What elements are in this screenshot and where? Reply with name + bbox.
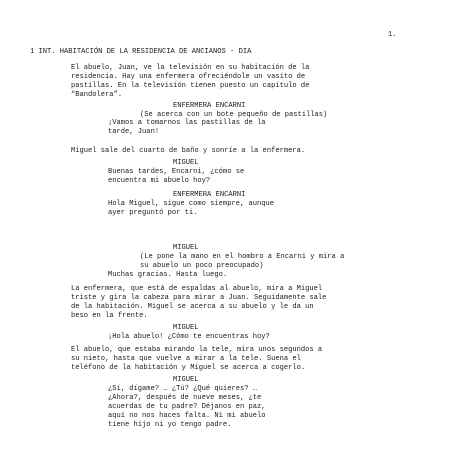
parenthetical: (Se acerca con un bote pequeño de pastillas) <box>140 111 328 119</box>
character-name: MIGUEL <box>173 376 199 384</box>
dialogue-line: ayer preguntó por ti. <box>108 209 198 217</box>
dialogue-line: ¿Sí, dígame? … ¿Tú? ¿Qué quieres? … <box>108 385 257 393</box>
action-line: pastillas. En la televisión tienen puesto un capítulo de <box>71 82 310 90</box>
parenthetical: (Le pone la mano en el hombro a Encarni y mira a <box>140 253 345 261</box>
action-line: El abuelo, que estaba mirando la tele, mira unos segundos a <box>71 346 323 354</box>
character-name: MIGUEL <box>173 324 199 332</box>
dialogue-line: ¡Hola abuelo! ¿Cómo te encuentras hoy? <box>108 333 270 341</box>
parenthetical: su abuelo un poco preocupado) <box>140 262 264 270</box>
scene-heading: 1 INT. HABITACIÓN DE LA RESIDENCIA DE ANCIANOS - DIA <box>30 48 252 56</box>
dialogue-line: ¡Vamos a tomarnos las pastillas de la <box>108 119 266 127</box>
action-line: su nieto, hasta que vuelve a mirar a la tele. Suena el <box>71 355 301 363</box>
character-name: ENFERMERA ENCARNI <box>173 102 246 110</box>
page-number: 1. <box>388 31 397 39</box>
dialogue-line: Buenas tardes, Encarni, ¿cómo se <box>108 168 245 176</box>
action-line: beso en la frente. <box>71 312 148 320</box>
action-line: Miguel sale del cuarto de baño y sonríe a la enfermera. <box>71 147 306 155</box>
action-line: triste y gira la cabeza para mirar a Juan. Seguidamente sale <box>71 294 327 302</box>
action-line: teléfono de la habitación y Miguel se acerca a cogerlo. <box>71 364 306 372</box>
action-line: residencia. Hay una enfermera ofreciéndole un vasito de <box>71 73 306 81</box>
action-line: de la habitación. Miguel se acerca a su abuelo y le da un <box>71 303 314 311</box>
character-name: MIGUEL <box>173 159 199 167</box>
character-name: ENFERMERA ENCARNI <box>173 191 246 199</box>
dialogue-line: Muchas gracias. Hasta luego. <box>108 271 228 279</box>
dialogue-line: aquí no nos haces falta. Ni mi abuelo <box>108 412 266 420</box>
dialogue-line: acuerdas de tu padre? Déjanos en paz, <box>108 403 266 411</box>
action-line: “Bandolera”. <box>71 91 123 99</box>
character-name: MIGUEL <box>173 244 199 252</box>
dialogue-line: tiene hijo ni yo tengo padre. <box>108 421 232 429</box>
dialogue-line: ¿Ahora?, después de nueve meses, ¿te <box>108 394 262 402</box>
action-line: La enfermera, que está de espaldas al abuelo, mira a Miguel <box>71 285 323 293</box>
dialogue-line: Hola Miguel, sigue como siempre, aunque <box>108 200 275 208</box>
action-line: El abuelo, Juan, ve la televisión en su habitación de la <box>71 64 310 72</box>
dialogue-line: encuentra mi abuelo hoy? <box>108 177 211 185</box>
dialogue-line: tarde, Juan! <box>108 128 160 136</box>
